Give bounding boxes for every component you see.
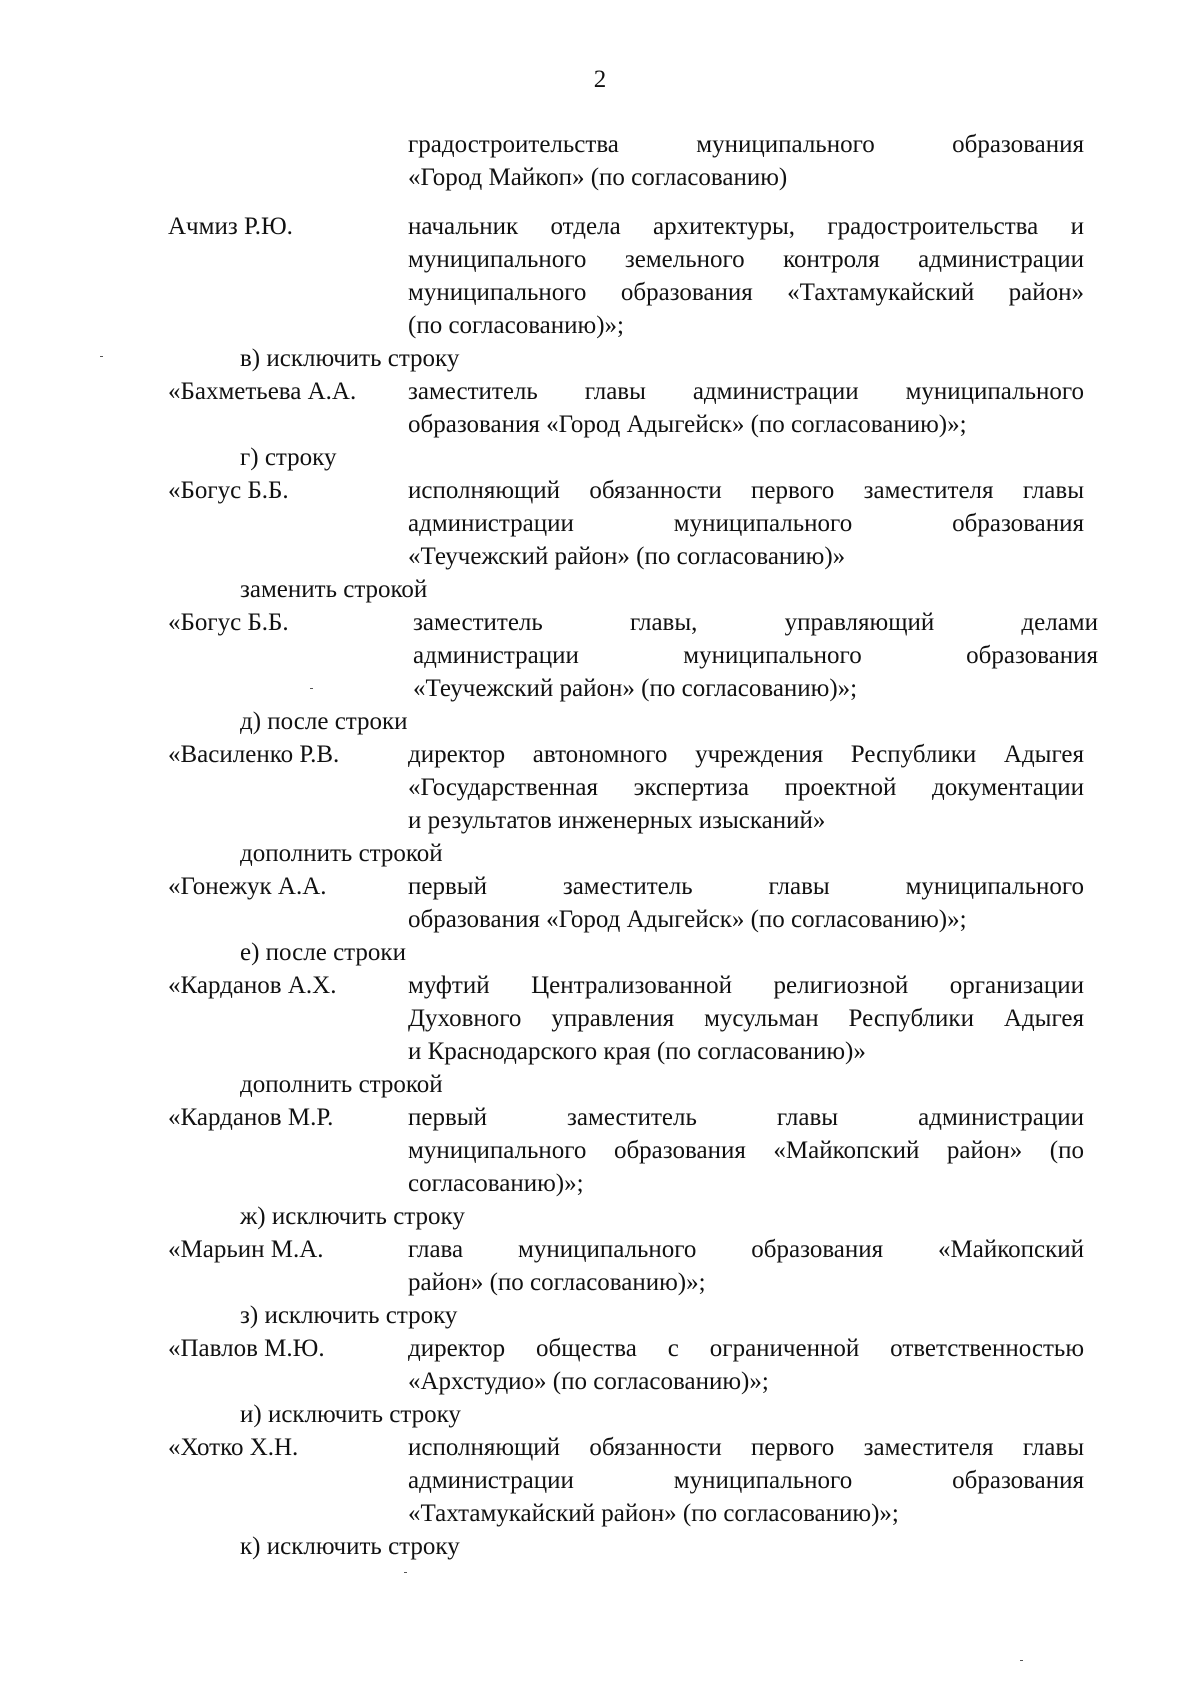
position-line: «Тахтамукайский район» (по согласованию)»; <box>408 1500 899 1527</box>
position-line: и результатов инженерных изысканий» <box>408 807 826 834</box>
position-line: муниципального земельного контроля администрации <box>408 246 1084 273</box>
position-line: (по согласованию)»; <box>408 312 624 339</box>
scan-speck <box>1020 1660 1023 1661</box>
scan-speck <box>310 688 313 689</box>
person-name: «Василенко Р.В. <box>168 741 340 768</box>
person-name: «Богус Б.Б. <box>168 609 289 636</box>
position-line: «Теучежский район» (по согласованию)» <box>408 543 846 570</box>
text-line: градостроительства муниципального образования <box>408 131 1084 158</box>
position-line: первый заместитель главы администрации <box>408 1104 1084 1131</box>
position-line: «Архстудио» (по согласованию)»; <box>408 1368 769 1395</box>
person-name: Ачмиз Р.Ю. <box>168 213 293 240</box>
position-line: начальник отдела архитектуры, градостроительства и <box>408 213 1084 240</box>
instruction-line: заменить строкой <box>240 576 428 603</box>
position-line: заместитель главы, управляющий делами <box>413 609 1098 636</box>
position-line: администрации муниципального образования <box>408 510 1084 537</box>
position-line: заместитель главы администрации муниципального <box>408 378 1084 405</box>
instruction-line: е) после строки <box>240 939 406 966</box>
position-line: «Государственная экспертиза проектной документации <box>408 774 1084 801</box>
person-name: «Хотко Х.Н. <box>168 1434 299 1461</box>
position-line: Духовного управления мусульман Республики Адыгея <box>408 1005 1084 1032</box>
position-line: образования «Город Адыгейск» (по согласованию)»; <box>408 411 967 438</box>
position-line: муфтий Централизованной религиозной организации <box>408 972 1084 999</box>
person-name: «Карданов А.Х. <box>168 972 337 999</box>
position-line: район» (по согласованию)»; <box>408 1269 706 1296</box>
position-line: директор общества с ограниченной ответственностью <box>408 1335 1084 1362</box>
position-line: исполняющий обязанности первого заместителя главы <box>408 477 1084 504</box>
instruction-line: д) после строки <box>240 708 408 735</box>
person-name: «Марьин М.А. <box>168 1236 324 1263</box>
person-name: «Бахметьева А.А. <box>168 378 357 405</box>
position-line: администрации муниципального образования <box>413 642 1098 669</box>
page-number: 2 <box>593 66 607 93</box>
person-name: «Павлов М.Ю. <box>168 1335 325 1362</box>
position-line: первый заместитель главы муниципального <box>408 873 1084 900</box>
instruction-line: и) исключить строку <box>240 1401 461 1428</box>
instruction-line: дополнить строкой <box>240 840 443 867</box>
scan-speck <box>404 1572 407 1573</box>
position-line: и Краснодарского края (по согласованию)» <box>408 1038 866 1065</box>
scan-speck <box>100 356 103 357</box>
instruction-line: к) исключить строку <box>240 1533 460 1560</box>
position-line: муниципального образования «Майкопский район» (по <box>408 1137 1084 1164</box>
instruction-line: з) исключить строку <box>240 1302 458 1329</box>
person-name: «Карданов М.Р. <box>168 1104 334 1131</box>
instruction-line: г) строку <box>240 444 337 471</box>
instruction-line: в) исключить строку <box>240 345 460 372</box>
position-line: глава муниципального образования «Майкопский <box>408 1236 1084 1263</box>
text-line: «Город Майкоп» (по согласованию) <box>408 164 788 191</box>
position-line: образования «Город Адыгейск» (по согласованию)»; <box>408 906 967 933</box>
instruction-line: ж) исключить строку <box>240 1203 465 1230</box>
position-line: «Теучежский район» (по согласованию)»; <box>413 675 858 702</box>
position-line: исполняющий обязанности первого заместителя главы <box>408 1434 1084 1461</box>
person-name: «Гонежук А.А. <box>168 873 327 900</box>
person-name: «Богус Б.Б. <box>168 477 289 504</box>
position-line: директор автономного учреждения Республики Адыгея <box>408 741 1084 768</box>
instruction-line: дополнить строкой <box>240 1071 443 1098</box>
position-line: согласованию)»; <box>408 1170 584 1197</box>
position-line: администрации муниципального образования <box>408 1467 1084 1494</box>
position-line: муниципального образования «Тахтамукайский район» <box>408 279 1084 306</box>
